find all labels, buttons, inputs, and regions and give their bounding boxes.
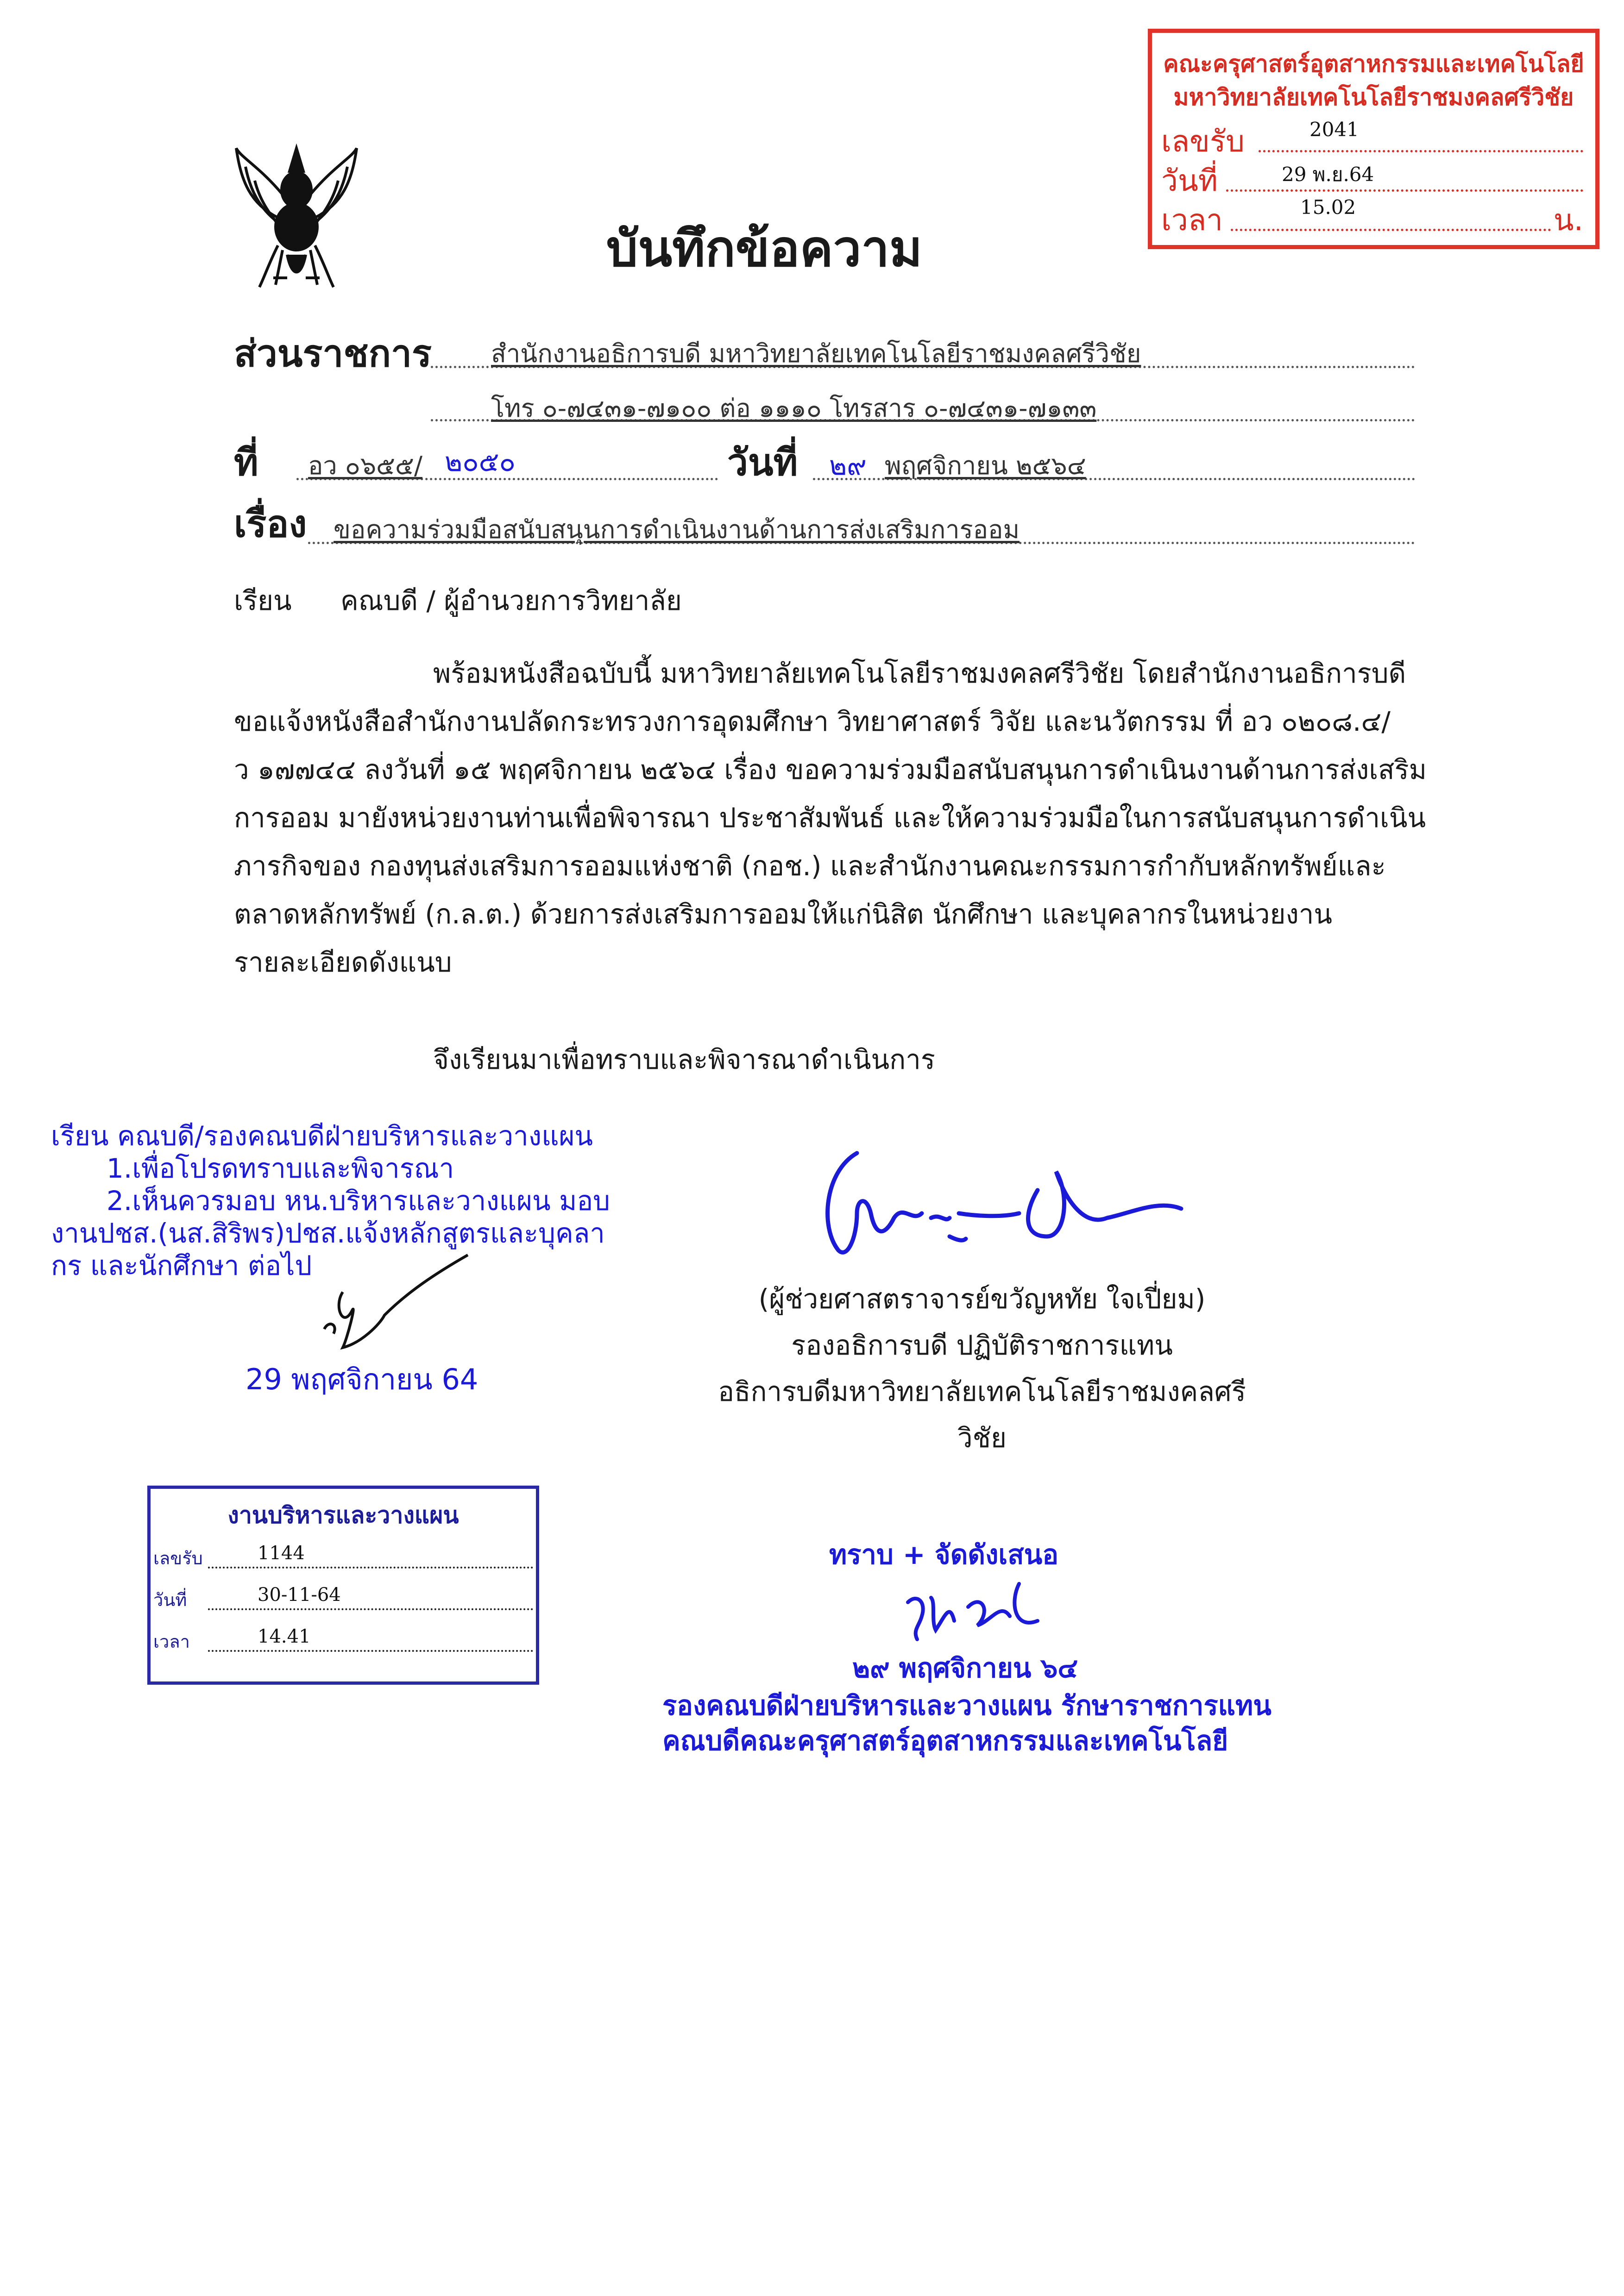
receive-stamp-date-row xyxy=(1161,165,1583,197)
approval-text: ทราบ + จัดดังเสนอ xyxy=(829,1539,1059,1570)
ref-number: ๒๐๕๐ xyxy=(445,446,516,477)
ref-label: ที่ xyxy=(234,441,258,484)
plan-stamp-time-label: เวลา xyxy=(153,1631,190,1652)
memo-title: บันทึกข้อความ xyxy=(606,220,923,278)
left-note-date: 29 พฤศจิกายน 64 xyxy=(245,1362,478,1396)
receive-stamp-time-row xyxy=(1161,196,1583,238)
body-line: พร้อมหนังสือฉบับนี้ มหาวิทยาลัยเทคโนโลยีราชมงคลศรีวิชัย โดยสำนักงานอธิการบดี xyxy=(433,658,1406,689)
body-line: ตลาดหลักทรัพย์ (ก.ล.ต.) ด้วยการส่งเสริมการออมให้แก่นิสิต นักศึกษา และบุคลากรในหน่วยงาน xyxy=(234,898,1332,930)
date-label: วันที่ xyxy=(727,441,798,484)
receive-stamp-number-row xyxy=(1161,118,1583,159)
body-line: การออม มายังหน่วยงานท่านเพื่อพิจารณา ประชาสัมพันธ์ และให้ความร่วมมือในการสนับสนุนการดำเนิน xyxy=(234,802,1426,834)
to-value: คณบดี / ผู้อำนวยการวิทยาลัย xyxy=(340,585,682,616)
subject-label: เรื่อง xyxy=(234,502,307,546)
body-paragraph xyxy=(234,649,1438,986)
receive-stamp-time-unit: น. xyxy=(1553,203,1583,238)
plan-stamp-time-row xyxy=(153,1628,533,1656)
plan-stamp-heading: งานบริหารและวางแผน xyxy=(227,1502,459,1529)
right-note-signature xyxy=(899,1575,1047,1658)
signatory-name: (ผู้ช่วยศาสตราจารย์ขวัญหทัย ใจเปี่ยม) xyxy=(758,1283,1206,1315)
receive-stamp-org-line1: คณะครุศาสตร์อุตสาหกรรมและเทคโนโลยี xyxy=(1163,50,1584,77)
body-line: รายละเอียดดังแนบ xyxy=(234,947,452,978)
plan-stamp-number-value: 1144 xyxy=(258,1543,305,1564)
subject-value: ขอความร่วมมือสนับสนุนการดำเนินงานด้านการส่งเสริมการออม xyxy=(334,515,1020,544)
receive-stamp-time-value: 15.02 xyxy=(1300,196,1356,219)
closing-line: จึงเรียนมาเพื่อทราบและพิจารณาดำเนินการ xyxy=(433,1044,935,1075)
dotted-line xyxy=(1259,150,1583,152)
signatory-block xyxy=(709,1276,1255,1461)
to-label: เรียน xyxy=(234,585,292,616)
plan-stamp-date-label: วันที่ xyxy=(153,1590,187,1610)
dotted-line xyxy=(208,1650,533,1652)
date-day: ๒๙ xyxy=(829,450,867,481)
dotted-line xyxy=(208,1608,533,1610)
left-note-line: เรียน คณบดี/รองคณบดีฝ่ายบริหารและวางแผน xyxy=(51,1120,593,1152)
signatory-position: รองอธิการบดี ปฏิบัติราชการแทน xyxy=(791,1330,1173,1361)
receive-stamp-number-label: เลขรับ xyxy=(1161,125,1245,159)
receive-stamp-org-line2: มหาวิทยาลัยเทคโนโลยีราชมงคลศรีวิชัย xyxy=(1173,84,1574,111)
ref-prefix: อว ๐๖๕๕/ xyxy=(308,451,423,480)
right-note-position xyxy=(662,1688,1272,1758)
left-note-line: 2.เห็นควรมอบ หน.บริหารและวางแผน มอบ xyxy=(107,1185,610,1217)
section-value: สำนักงานอธิการบดี มหาวิทยาลัยเทคโนโลยีราชมงคลศรีวิชัย xyxy=(491,339,1141,368)
plan-stamp-number-row xyxy=(153,1544,533,1572)
garuda-emblem xyxy=(232,139,361,292)
right-note-line: รองคณบดีฝ่ายบริหารและวางแผน รักษาราชการแทน xyxy=(662,1690,1272,1721)
right-note-line: คณบดีคณะครุศาสตร์อุตสาหกรรมและเทคโนโลยี xyxy=(662,1725,1228,1757)
plan-stamp-number-label: เลขรับ xyxy=(153,1548,203,1568)
left-note-line: 1.เพื่อโปรดทราบและพิจารณา xyxy=(107,1153,454,1184)
receive-stamp-number-value: 2041 xyxy=(1309,118,1359,141)
dotted-line xyxy=(1231,229,1551,231)
plan-stamp xyxy=(147,1486,539,1685)
receive-stamp-date-value: 29 พ.ย.64 xyxy=(1282,163,1374,186)
left-note-line: งานปชส.(นส.สิริพร)ปชส.แจ้งหลักสูตรและบุคลา xyxy=(51,1217,605,1249)
body-line: ขอแจ้งหนังสือสำนักงานปลัดกระทรวงการอุดมศึกษา วิทยาศาสตร์ วิจัย และนวัตกรรม ที่ อว ๐๒๐๘.๔/ xyxy=(234,706,1391,737)
signatory-position: อธิการบดีมหาวิทยาลัยเทคโนโลยีราชมงคลศรีวิชัย xyxy=(718,1376,1246,1454)
dotted-line xyxy=(208,1567,533,1568)
main-signature xyxy=(806,1144,1186,1273)
receive-stamp xyxy=(1148,29,1599,249)
receive-stamp-time-label: เวลา xyxy=(1161,203,1223,238)
plan-stamp-time-value: 14.41 xyxy=(258,1626,311,1647)
left-note-line: กร และนักศึกษา ต่อไป xyxy=(51,1250,312,1281)
plan-stamp-date-value: 30-11-64 xyxy=(258,1584,341,1606)
right-note-date: ๒๙ พฤศจิกายน ๖๔ xyxy=(852,1652,1078,1684)
left-note-signature xyxy=(315,1250,482,1357)
phone-fax-value: โทร ๐-๗๔๓๑-๗๑๐๐ ต่อ ๑๑๑๐ โทรสาร ๐-๗๔๓๑-๗๑๓๓ xyxy=(491,394,1097,423)
body-line: ภารกิจของ กองทุนส่งเสริมการออมแห่งชาติ (กอช.) และสำนักงานคณะกรรมการกำกับหลักทรัพย์และ xyxy=(234,850,1386,882)
plan-stamp-date-row xyxy=(153,1586,533,1614)
receive-stamp-date-label: วันที่ xyxy=(1161,164,1218,198)
body-line: ว ๑๗๗๔๔ ลงวันที่ ๑๕ พฤศจิกายน ๒๕๖๔ เรื่อง ขอความร่วมมือสนับสนุนการดำเนินงานด้านการส่งเสริม xyxy=(234,754,1427,785)
dotted-line xyxy=(1226,189,1583,192)
date-month-year: พฤศจิกายน ๒๕๖๔ xyxy=(885,451,1086,480)
section-label: ส่วนราชการ xyxy=(234,332,432,375)
